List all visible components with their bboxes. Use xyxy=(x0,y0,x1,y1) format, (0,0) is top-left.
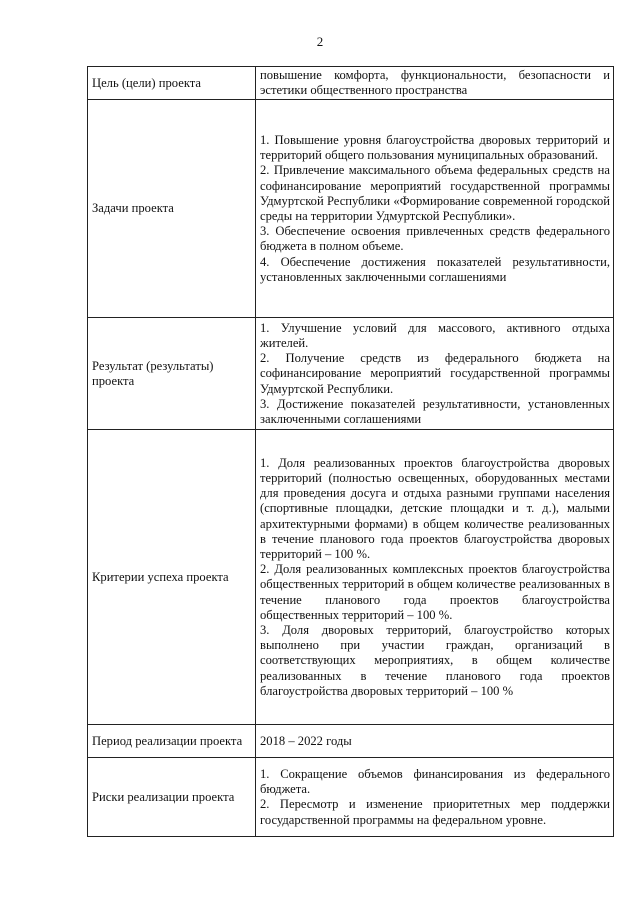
table-row-tasks xyxy=(88,100,614,318)
table-row-period xyxy=(88,725,614,758)
list-item: 3. Достижение показателей результативности, установленных заключенными соглашениями xyxy=(260,396,610,426)
row-label-risks: Риски реализации проекта xyxy=(88,758,256,837)
table-row-criteria xyxy=(88,430,614,725)
table-row-results xyxy=(88,318,614,430)
list-item: 3. Доля дворовых территорий, благоустройство которых выполнено при участии граждан, организаций в соответствующих мероприятиях, в общем количестве реализованных в течение планового года проектов благоустройства дворовых территорий – 100 % xyxy=(260,623,610,698)
list-item: 1. Повышение уровня благоустройства дворовых территорий и территорий общего пользования муниципальных образований. xyxy=(260,132,610,163)
row-value-period xyxy=(256,725,614,758)
table-row-risks xyxy=(88,758,614,837)
list-item: 2. Доля реализованных комплексных проектов благоустройства общественных территорий в общем количестве реализованных в течение планового года проектов благоустройства общественных территорий – 100 %. xyxy=(260,562,610,622)
table-row-goal xyxy=(88,67,614,100)
row-label-results: Результат (результаты) проекта xyxy=(88,318,256,430)
list-item: 2. Привлечение максимального объема федеральных средств на софинансирование мероприятий государственной программы Удмуртской Республики «Формирование современной городской среды на территории Удмуртской Республики». xyxy=(260,163,610,223)
list-item: повышение комфорта, функциональности, безопасности и эстетики общественного пространства xyxy=(260,68,610,98)
list-item: 2. Пересмотр и изменение приоритетных мер поддержки государственной программы на федеральном уровне. xyxy=(260,797,610,827)
project-passport-table xyxy=(87,66,614,837)
row-label-tasks: Задачи проекта xyxy=(88,100,256,318)
row-value-goal xyxy=(256,67,614,100)
list-item: 2. Получение средств из федерального бюджета на софинансирование мероприятий государственной программы Удмуртской Республики. xyxy=(260,351,610,396)
row-value-criteria xyxy=(256,430,614,725)
row-value-results xyxy=(256,318,614,430)
list-item: 1. Доля реализованных проектов благоустройства дворовых территорий (полностью освещенных, оборудованных местами для проведения досуга и отдыха разными группами населения (спортивные площадки, детские площадки и т. д.), малыми архитектурными формами) в общем количестве реализованных в течение планового года проектов благоустройства дворовых территорий – 100 %. xyxy=(260,455,610,561)
list-item: 1. Улучшение условий для массового, активного отдыха жителей. xyxy=(260,320,610,350)
list-item: 1. Сокращение объемов финансирования из федерального бюджета. xyxy=(260,767,610,797)
list-item: 2018 – 2022 годы xyxy=(260,733,352,748)
list-item: 4. Обеспечение достижения показателей результативности, установленных заключенными соглашениями xyxy=(260,254,610,284)
row-value-risks xyxy=(256,758,614,837)
row-value-tasks xyxy=(256,100,614,318)
page-number: 2 xyxy=(316,34,324,49)
row-label-criteria: Критерии успеха проекта xyxy=(88,430,256,725)
row-label-period: Период реализации проекта xyxy=(88,725,256,758)
list-item: 3. Обеспечение освоения привлеченных средств федерального бюджета в полном объеме. xyxy=(260,224,610,254)
row-label-goal: Цель (цели) проекта xyxy=(88,67,256,100)
